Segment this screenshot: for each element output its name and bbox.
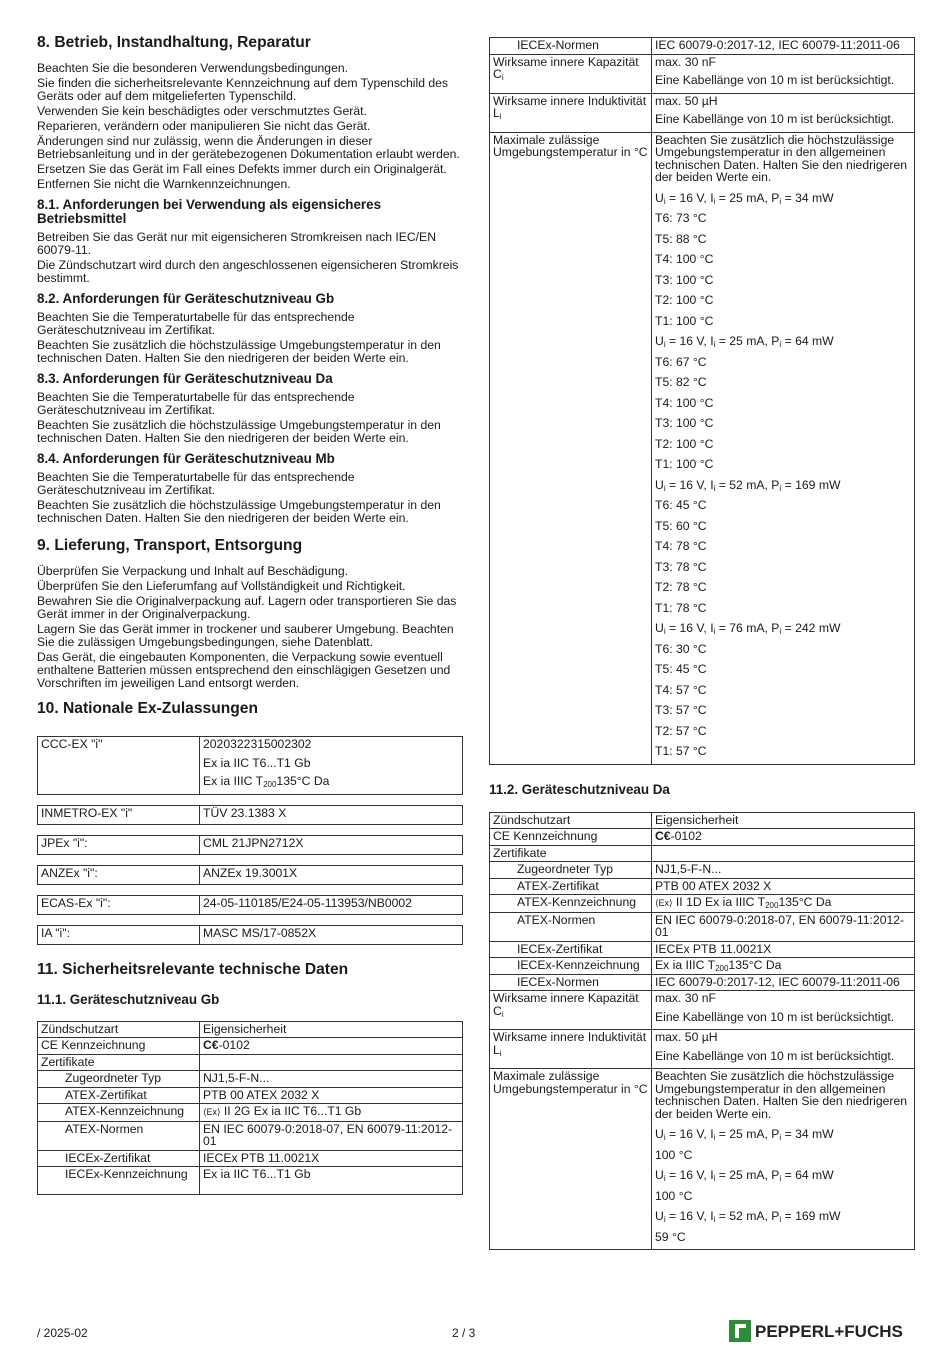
temperature-class-line: T5: 60 °C	[655, 518, 707, 533]
table-value	[200, 1054, 463, 1071]
table-row	[38, 1087, 463, 1104]
table-key: ATEX-Normen	[490, 912, 652, 941]
condition-line: $U_i = 16$ V, $I_i = 25$ mA, $P_i = 34$ mW	[655, 1127, 834, 1142]
table-row	[490, 862, 915, 879]
table-row	[490, 941, 915, 958]
table-key: IECEx-Zertifikat	[490, 941, 652, 958]
temperature-conditions	[655, 1124, 911, 1247]
table-row	[490, 895, 915, 913]
table-key: ATEX-Kennzeichnung	[38, 1104, 200, 1122]
temperature-class-line: T5: 45 °C	[655, 662, 707, 676]
logo-icon	[729, 1320, 751, 1342]
table-value: IEC 60079-0:2017-12, IEC 60079-11:2011-06	[652, 974, 915, 991]
temperature-class-line: 100 °C	[655, 1188, 693, 1203]
table-row	[490, 54, 915, 93]
section-8-2	[37, 292, 463, 365]
table-row	[490, 974, 915, 991]
temperature-note: Beachten Sie zusätzlich die höchstzulässige Umgebungstemperatur in den allgemeinen technischen Daten. Halten Sie den niedrigeren der beiden Werte ein.	[655, 132, 908, 184]
table-row	[38, 1121, 463, 1150]
temperature-class-line: T2: 78 °C	[655, 580, 707, 594]
section-8-3	[37, 372, 463, 445]
paragraph: Verwenden Sie kein beschädigtes oder verschmutztes Gerät.	[37, 104, 367, 118]
table-key: Zertifikate	[490, 845, 652, 862]
ex-mark-icon: ⟨Ex⟩	[655, 898, 673, 908]
table-key: Maximale zulässige Umgebungstemperatur in °C	[490, 132, 652, 764]
ex-mark-icon: ⟨Ex⟩	[203, 1107, 221, 1117]
table-value: EN IEC 60079-0:2018-07, EN 60079-11:2012-01	[652, 912, 915, 941]
section-11-title: 11. Sicherheitsrelevante technische Daten	[37, 960, 349, 978]
temperature-class-line: T5: 88 °C	[655, 231, 707, 246]
approval-value	[200, 737, 463, 795]
temperature-class-line: T1: 78 °C	[655, 600, 707, 615]
approval-key: ANZEx "i":	[38, 865, 200, 884]
logo-text: PEPPERL+FUCHS	[755, 1321, 903, 1341]
temperature-class-line: T6: 45 °C	[655, 498, 707, 512]
table-key: Zündschutzart	[38, 1021, 200, 1038]
approval-value: CML 21JPN2712X	[200, 835, 463, 854]
cable-note: Eine Kabellänge von 10 m ist berücksichtigt.	[655, 73, 895, 87]
section-8-4-title: 8.4. Anforderungen für Geräteschutzniveau Mb	[37, 451, 335, 466]
approval-table-ecas	[37, 895, 463, 915]
approval-value: MASC MS/17-0852X	[200, 925, 463, 944]
temperature-class-line: T4: 78 °C	[655, 539, 707, 553]
table-key: Zertifikate	[38, 1054, 200, 1071]
table-key: Wirksame innere Induktivität $L_i$	[490, 1030, 652, 1069]
capacitance-value: max. 30 nF	[655, 54, 716, 69]
paragraph: Beachten Sie die Temperaturtabelle für das entsprechende Geräteschutzniveau im Zertifikat.	[37, 310, 355, 337]
table-value: C€-0102	[200, 1038, 463, 1055]
cable-note: Eine Kabellänge von 10 m ist berücksichtigt.	[655, 112, 895, 126]
table-key: IECEx-Normen	[490, 974, 652, 991]
temperature-conditions	[655, 188, 911, 762]
paragraph: Beachten Sie die Temperaturtabelle für das entsprechende Geräteschutzniveau im Zertifikat.	[37, 470, 355, 497]
company-logo	[729, 1319, 915, 1343]
table-value	[652, 54, 915, 93]
paragraph: Änderungen sind nur zulässig, wenn die Änderungen in dieser Betriebsanleitung und in der gerätebezogenen Dokumentation erlaubt werden.	[37, 134, 460, 161]
temperature-class-line: T6: 73 °C	[655, 211, 707, 225]
right-column	[489, 37, 915, 1250]
paragraph: Beachten Sie zusätzlich die höchstzulässige Umgebungstemperatur in den technischen Daten. Halten Sie den niedrigeren der beiden Werte ein.	[37, 418, 441, 445]
section-9	[37, 537, 463, 690]
section-11-2-title: 11.2. Geräteschutzniveau Da	[489, 781, 670, 797]
da-data-table	[489, 812, 915, 1251]
table-row	[490, 829, 915, 846]
approval-key: IA "i":	[38, 925, 200, 944]
condition-line: $U_i = 16$ V, $I_i = 76$ mA, $P_i = 242$ mW	[655, 621, 841, 636]
table-key: ATEX-Normen	[38, 1121, 200, 1150]
temperature-class-line: T4: 100 °C	[655, 252, 714, 266]
paragraph: Beachten Sie zusätzlich die höchstzulässige Umgebungstemperatur in den technischen Daten. Halten Sie den niedrigeren der beiden Werte ein.	[37, 338, 441, 365]
table-value: ⟨Ex⟩ II 2G Ex ia IIC T6...T1 Gb	[200, 1104, 463, 1122]
temperature-class-line: 100 °C	[655, 1147, 693, 1162]
table-row	[490, 812, 915, 829]
approval-value: TÜV 23.1383 X	[200, 805, 463, 824]
table-value: Eigensicherheit	[652, 812, 915, 829]
table-key: Zugeordneter Typ	[38, 1071, 200, 1088]
approval-value: ANZEx 19.3001X	[200, 865, 463, 884]
table-row	[38, 1054, 463, 1071]
table-key: ATEX-Kennzeichnung	[490, 895, 652, 913]
section-8-1-title: 8.1. Anforderungen bei Verwendung als eigensicheres Betriebsmittel	[37, 197, 382, 226]
paragraph: Bewahren Sie die Originalverpackung auf. Lagern oder transportieren Sie das Gerät immer in der Originalverpackung.	[37, 594, 457, 621]
paragraph: Beachten Sie die besonderen Verwendungsbedingungen.	[37, 61, 349, 75]
table-row	[490, 93, 915, 132]
left-column	[37, 34, 463, 1195]
approval-key: ECAS-Ex "i":	[38, 895, 200, 914]
temperature-class-line: T3: 78 °C	[655, 559, 707, 574]
table-value: IECEx PTB 11.0021X	[200, 1150, 463, 1167]
table-key: IECEx-Normen	[490, 38, 652, 55]
approval-key: INMETRO-EX "i"	[38, 805, 200, 824]
table-value: ⟨Ex⟩ II 1D Ex ia IIIC $T_{200}135^\circ C$ Da	[652, 895, 915, 913]
table-key: Wirksame innere Kapazität $C_i$	[490, 991, 652, 1030]
section-8-4	[37, 452, 463, 525]
table-value: PTB 00 ATEX 2032 X	[200, 1087, 463, 1104]
table-key: Wirksame innere Kapazität $C_i$	[490, 54, 652, 93]
table-row	[38, 1150, 463, 1167]
ce-mark-icon: C€	[203, 1038, 219, 1052]
approval-key: JPEx "i":	[38, 835, 200, 854]
condition-line: $U_i = 16$ V, $I_i = 52$ mA, $P_i = 169$ mW	[655, 477, 841, 493]
section-8-1	[37, 198, 463, 285]
table-row	[490, 1030, 915, 1069]
table-key: IECEx-Zertifikat	[38, 1150, 200, 1167]
table-key: IECEx-Kennzeichnung	[490, 958, 652, 975]
table-row	[490, 845, 915, 862]
condition-line: $U_i = 16$ V, $I_i = 25$ mA, $P_i = 64$ mW	[655, 1168, 834, 1183]
table-key: ATEX-Zertifikat	[38, 1087, 200, 1104]
table-key: Zündschutzart	[490, 812, 652, 829]
table-value: EN IEC 60079-0:2018-07, EN 60079-11:2012-01	[200, 1121, 463, 1150]
capacitance-value: max. 30 nF	[655, 991, 716, 1005]
temperature-class-line: T4: 57 °C	[655, 682, 707, 697]
table-row	[490, 132, 915, 764]
table-row	[38, 1038, 463, 1055]
section-9-title: 9. Lieferung, Transport, Entsorgung	[37, 537, 303, 554]
condition-line: $U_i = 16$ V, $I_i = 52$ mA, $P_i = 169$ mW	[655, 1209, 841, 1224]
temperature-class-line: T3: 100 °C	[655, 272, 714, 287]
paragraph: Überprüfen Sie den Lieferumfang auf Vollständigkeit und Richtigkeit.	[37, 579, 406, 593]
ccc-marking-dust: Ex ia IIIC $T_{200}135^\circ C$ Da	[203, 774, 330, 789]
table-value: Ex ia IIIC $T_{200}135^\circ C$ Da	[652, 958, 915, 975]
ce-mark-icon: C€	[655, 829, 671, 843]
paragraph: Das Gerät, die eingebauten Komponenten, die Verpackung sowie eventuell enthaltene Batterien müssen entsprechend den einschlägigen Gesetzen und Vorschriften im jeweiligen Land entsorgt werden.	[37, 650, 451, 690]
section-11-1-title: 11.1. Geräteschutzniveau Gb	[37, 991, 220, 1007]
paragraph: Sie finden die sicherheitsrelevante Kennzeichnung auf dem Typenschild des Geräts oder auf dem mitgelieferten Typenschild.	[37, 76, 449, 103]
section-8	[37, 34, 463, 191]
paragraph: Die Zündschutzart wird durch den angeschlossenen eigensicheren Stromkreis bestimmt.	[37, 258, 459, 285]
approval-table-ia	[37, 925, 463, 945]
table-row	[38, 1021, 463, 1038]
gb-data-table-continued	[489, 37, 915, 765]
approval-table-anzex	[37, 865, 463, 885]
table-key: CE Kennzeichnung	[38, 1038, 200, 1055]
table-value	[652, 1030, 915, 1069]
temperature-class-line: T3: 100 °C	[655, 416, 714, 430]
paragraph: Reparieren, verändern oder manipulieren Sie nicht das Gerät.	[37, 119, 371, 133]
table-value: Eigensicherheit	[200, 1021, 463, 1038]
ccc-marking-gas: Ex ia IIC T6...T1 Gb	[203, 755, 311, 770]
table-key: IECEx-Kennzeichnung	[38, 1167, 200, 1195]
section-10-title: 10. Nationale Ex-Zulassungen	[37, 700, 258, 717]
table-key: Zugeordneter Typ	[490, 862, 652, 879]
table-key: Wirksame innere Induktivität $L_i$	[490, 93, 652, 132]
temperature-class-line: T6: 67 °C	[655, 354, 707, 369]
table-row	[490, 991, 915, 1030]
temperature-class-line: T1: 57 °C	[655, 744, 707, 758]
inductance-value: max. 50 µH	[655, 1030, 718, 1044]
table-key: CE Kennzeichnung	[490, 829, 652, 846]
table-value: NJ1,5-F-N...	[200, 1071, 463, 1088]
temperature-class-line: T2: 100 °C	[655, 436, 714, 451]
table-value: IEC 60079-0:2017-12, IEC 60079-11:2011-06	[652, 38, 915, 55]
table-row	[490, 878, 915, 895]
ccc-cert-number: 2020322315002302	[203, 737, 312, 751]
approval-table-jpex	[37, 835, 463, 855]
approval-table-ccc	[37, 736, 463, 795]
cable-note: Eine Kabellänge von 10 m ist berücksichtigt.	[655, 1048, 895, 1063]
approval-table-inmetro	[37, 805, 463, 825]
approval-key: CCC-EX "i"	[38, 737, 200, 795]
paragraph: Lagern Sie das Gerät immer in trockener und sauberer Umgebung. Beachten Sie die zulässigen Umgebungsbedingungen, siehe Datenblatt.	[37, 622, 454, 649]
paragraph: Ersetzen Sie das Gerät im Fall eines Defekts immer durch ein Originalgerät.	[37, 162, 447, 176]
table-value: Ex ia IIC T6...T1 Gb	[200, 1167, 463, 1195]
paragraph: Beachten Sie die Temperaturtabelle für das entsprechende Geräteschutzniveau im Zertifikat.	[37, 390, 355, 417]
condition-line: $U_i = 16$ V, $I_i = 25$ mA, $P_i = 64$ mW	[655, 334, 834, 349]
section-8-2-title: 8.2. Anforderungen für Geräteschutzniveau Gb	[37, 291, 335, 306]
table-value	[652, 845, 915, 862]
section-8-3-title: 8.3. Anforderungen für Geräteschutzniveau Da	[37, 371, 333, 386]
temperature-class-line: T3: 57 °C	[655, 703, 707, 717]
table-value: NJ1,5-F-N...	[652, 862, 915, 879]
temperature-class-line: T1: 100 °C	[655, 457, 714, 471]
temperature-list	[652, 132, 915, 764]
table-row	[490, 1069, 915, 1250]
approval-value: 24-05-110185/E24-05-113953/NB0002	[200, 895, 463, 914]
table-value: IECEx PTB 11.0021X	[652, 941, 915, 958]
paragraph: Überprüfen Sie Verpackung und Inhalt auf Beschädigung.	[37, 564, 349, 578]
table-value: C€-0102	[652, 829, 915, 846]
table-key: Maximale zulässige Umgebungstemperatur in °C	[490, 1069, 652, 1250]
temperature-class-line: 59 °C	[655, 1229, 686, 1244]
temperature-note: Beachten Sie zusätzlich die höchstzulässige Umgebungstemperatur in den allgemeinen technischen Daten. Halten Sie den niedrigeren der beiden Werte ein.	[655, 1069, 908, 1121]
paragraph: Beachten Sie zusätzlich die höchstzulässige Umgebungstemperatur in den technischen Daten. Halten Sie den niedrigeren der beiden Werte ein.	[37, 498, 441, 525]
temperature-class-line: T2: 57 °C	[655, 723, 707, 738]
table-row	[38, 1071, 463, 1088]
cable-note: Eine Kabellänge von 10 m ist berücksichtigt.	[655, 1009, 895, 1024]
table-row	[490, 958, 915, 975]
temperature-class-line: T2: 100 °C	[655, 293, 714, 307]
table-row	[38, 1167, 463, 1195]
table-value: PTB 00 ATEX 2032 X	[652, 878, 915, 895]
table-row	[38, 1104, 463, 1122]
temperature-class-line: T4: 100 °C	[655, 395, 714, 410]
table-key: ATEX-Zertifikat	[490, 878, 652, 895]
table-value	[652, 93, 915, 132]
table-row	[490, 38, 915, 55]
section-8-title: 8. Betrieb, Instandhaltung, Reparatur	[37, 34, 311, 51]
page-number: 2 / 3	[452, 1326, 476, 1340]
temperature-class-line: T5: 82 °C	[655, 375, 707, 389]
temperature-class-line: T6: 30 °C	[655, 641, 707, 656]
paragraph: Entfernen Sie nicht die Warnkennzeichnungen.	[37, 177, 291, 191]
footer-date: / 2025-02	[37, 1326, 88, 1340]
table-value	[652, 991, 915, 1030]
paragraph: Betreiben Sie das Gerät nur mit eigensicheren Stromkreisen nach IEC/EN 60079-11.	[37, 230, 436, 257]
table-row	[490, 912, 915, 941]
temperature-list	[652, 1069, 915, 1250]
gb-data-table	[37, 1021, 463, 1196]
condition-line: $U_i = 16$ V, $I_i = 25$ mA, $P_i = 34$ mW	[655, 190, 834, 206]
temperature-class-line: T1: 100 °C	[655, 313, 714, 328]
inductance-value: max. 50 µH	[655, 93, 718, 108]
